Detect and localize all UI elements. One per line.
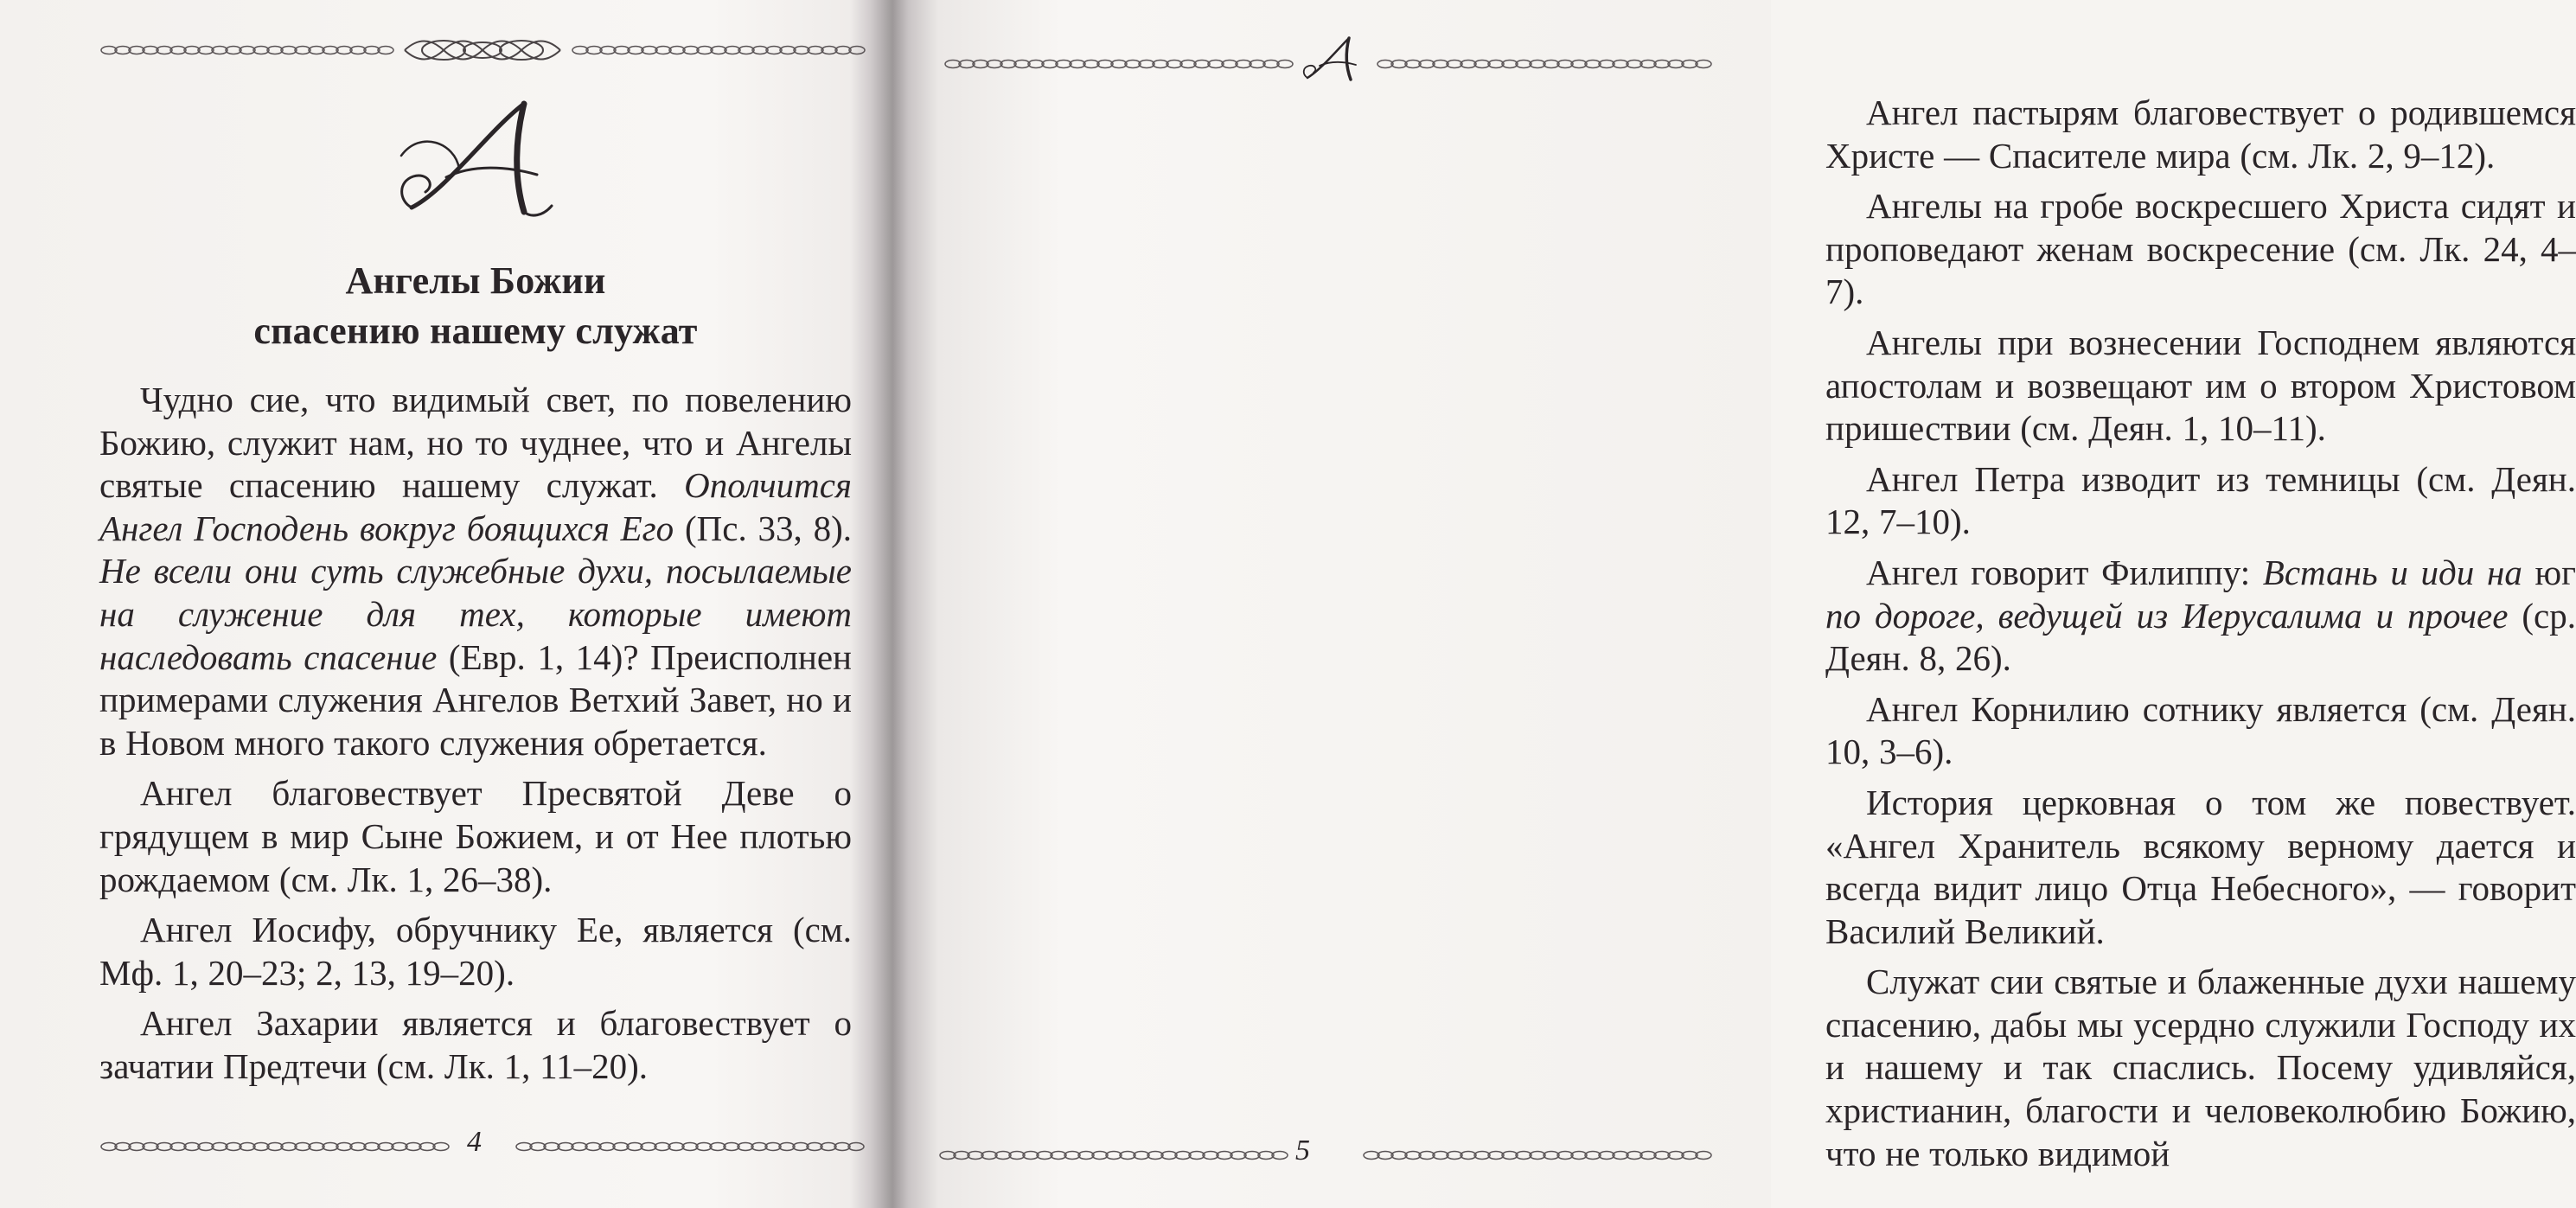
header-letter-right: [1302, 35, 1363, 83]
paragraph: [1825, 961, 2576, 1175]
paragraph: [99, 772, 852, 901]
header-ornament-left: [102, 33, 863, 67]
italic-quote: Ополчится Ангел Господень вокруг боящихся Его: [99, 465, 852, 548]
text-run: Ангелы на гробе воскресшего Христа сидят и проповедают женам воскресение (см. Лк. 24, 4–7).: [1825, 186, 2576, 312]
text-run: Чудно сие, что видимый свет, по повелению Божию, служит нам, но то чуднее, что и Ангелы святые спасению нашему служат.: [99, 380, 852, 506]
text-run: Ангел Захарии является и благовествует о зачатии Предтечи (см. Лк. 1, 11–20).: [99, 1003, 852, 1086]
paragraph: [1825, 185, 2576, 314]
paragraph: [1825, 552, 2576, 681]
paragraph: [99, 379, 852, 764]
paragraph: [1825, 458, 2576, 544]
paragraph: [1825, 688, 2576, 774]
paragraph: [99, 909, 852, 994]
footer-ornament-left: [102, 1129, 863, 1164]
page-number-left: 4: [467, 1126, 482, 1158]
italic-quote: Встань и иди на: [2262, 552, 2522, 592]
text-run: Ангел пастырям благовествует о родившемся Христе — Спасителе мира (см. Лк. 2, 9–12).: [1825, 93, 2576, 176]
paragraph: [1825, 322, 2576, 451]
dropcap-ornate-letter: [394, 95, 559, 225]
text-run: Ангел благовествует Пресвятой Деве о грядущем в мир Сыне Божием, и от Нее плотью рождаемом (см. Лк. 1, 26–38).: [99, 773, 852, 899]
right-page: [889, 0, 2576, 1208]
italic-quote: Не всели они суть служебные духи, посылаемые на служение для тех, которые имеют наследовать спасение: [99, 551, 852, 677]
paragraph: [1825, 782, 2576, 953]
left-body-text: [99, 379, 852, 1089]
footer-ornament-right: [941, 1138, 1719, 1173]
text-run: юг: [2522, 552, 2576, 592]
text-run: Ангел говорит Филиппу:: [1866, 552, 2263, 592]
paragraph: [1825, 92, 2576, 177]
text-run: (ср. Деян. 8, 26).: [1825, 595, 2576, 679]
text-run: Ангел Корнилию сотнику является (см. Деян. 10, 3–6).: [1825, 688, 2576, 772]
text-run: (Евр. 1, 14)? Преисполнен примерами служения Ангелов Ветхий Завет, но и в Новом много такого служения обретается.: [99, 636, 852, 763]
text-run: Служат сии святые и блаженные духи нашему спасению, дабы мы усердно служили Господу их и нашему и так спаслись. Посему удивляйся, христианин, благости и человеколюбию Божию, что не только видимой: [1825, 962, 2576, 1173]
page-number-right: 5: [1295, 1134, 1310, 1166]
italic-quote: по дороге, ведущей из Иерусалима и прочее: [1825, 595, 2509, 636]
left-page: [0, 0, 882, 1208]
right-body-text: [1825, 92, 2576, 1175]
text-run: (Пс. 33, 8).: [674, 508, 852, 548]
text-run: Ангелы при вознесении Господнем являются апостолам и возвещают им о втором Христовом пришествии (см. Деян. 1, 10–11).: [1825, 322, 2576, 449]
text-run: Ангел Петра изводит из темницы (см. Деян. 12, 7–10).: [1825, 458, 2576, 542]
text-run: Ангел Иосифу, обручнику Ее, является (см. Мф. 1, 20–23; 2, 13, 19–20).: [99, 910, 852, 993]
paragraph: [99, 1002, 852, 1088]
page-title-line-2: спасению нашему служат: [253, 310, 698, 352]
text-run: История церковная о том же повествует. «Ангел Хранитель всякому верному дается и всегда видит лицо Отца Небесного», — говорит Василий Великий.: [1825, 782, 2576, 951]
page-title-line-1: Ангелы Божии: [345, 259, 606, 302]
